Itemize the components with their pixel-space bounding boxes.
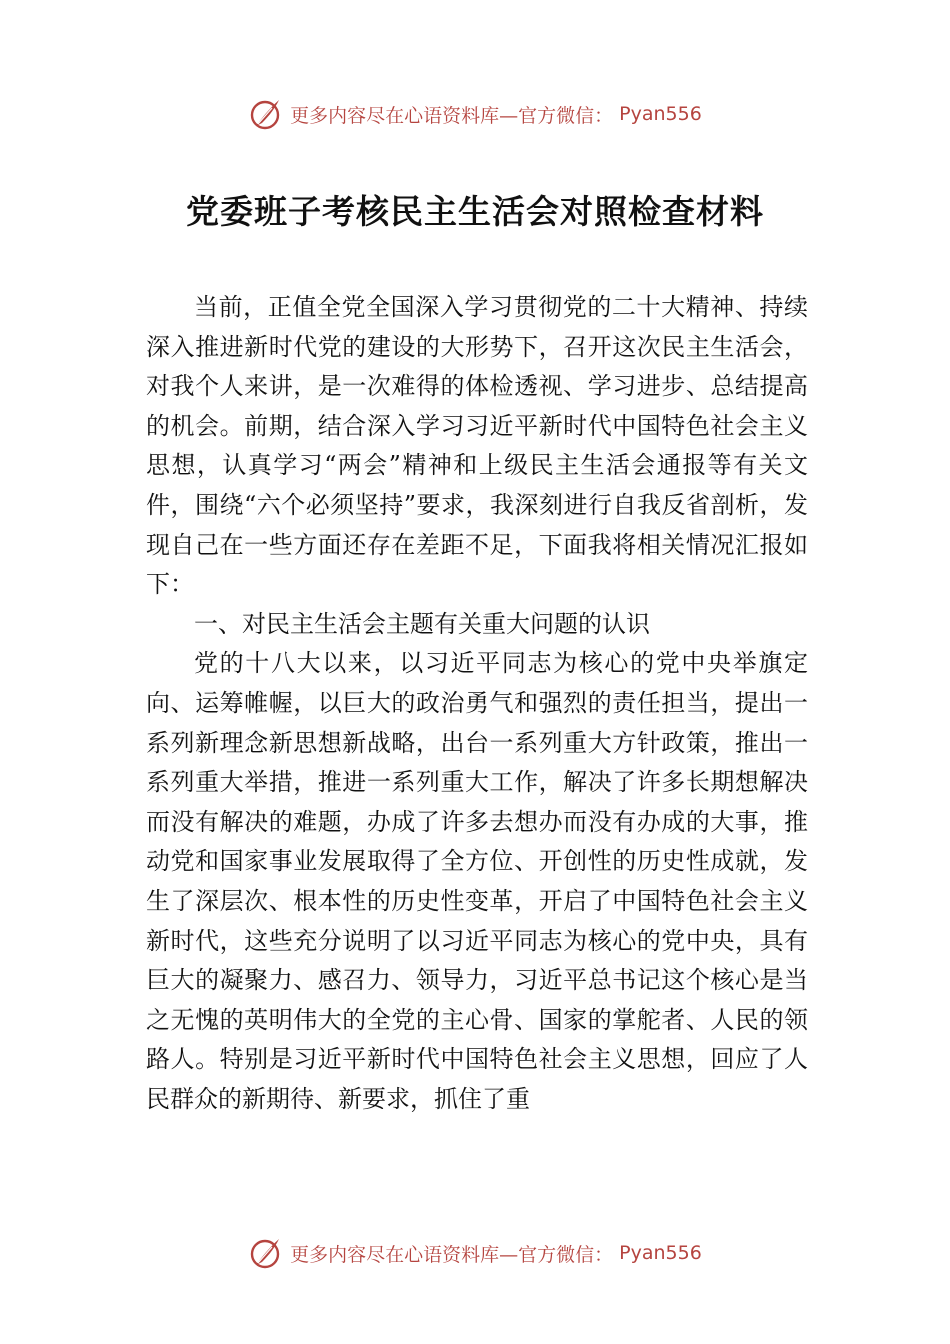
banner-wechat-id: Pyan556: [619, 103, 702, 125]
banner-wechat-id: Pyan556: [619, 1242, 702, 1264]
document-body: [146, 288, 808, 1119]
document-title: 党委班子考核民主生活会对照检查材料: [186, 192, 764, 231]
section-heading-1: 一、对民主生活会主题有关重大问题的认识: [194, 609, 650, 638]
banner-text: 更多内容尽在心语资料库—官方微信：: [290, 104, 614, 127]
quill-logo-icon: [248, 96, 284, 132]
quill-logo-icon: [248, 1235, 284, 1271]
paragraph-section-1: 党的十八大以来，以习近平同志为核心的党中央举旗定向、运筹帷幄，以巨大的政治勇气和强烈的责任担当，提出一系列新理念新思想新战略，出台一系列重大方针政策，推出一系列重大举措，推进一系列重大工作，解决了许多长期想解决而没有解决的难题，办成了许多去想办而没有办成的大事，推动党和国家事业发展取得了全方位、开创性的历史性成就，发生了深层次、根本性的历史性变革，开启了中国特色社会主义新时代，这些充分说明了以习近平同志为核心的党中央，具有巨大的凝聚力、感召力、领导力，习近平总书记这个核心是当之无愧的英明伟大的全党的主心骨、国家的掌舵者、人民的领路人。特别是习近平新时代中国特色社会主义思想，回应了人民群众的新期待、新要求，抓住了重: [146, 649, 808, 1113]
banner-text: 更多内容尽在心语资料库—官方微信：: [290, 1243, 614, 1266]
paragraph-intro: 当前，正值全党全国深入学习贯彻党的二十大精神、持续深入推进新时代党的建设的大形势下，召开这次民主生活会，对我个人来讲，是一次难得的体检透视、学习进步、总结提高的机会。前期，结合深入学习习近平新时代中国特色社会主义思想，认真学习“两会”精神和上级民主生活会通报等有关文件，围绕“六个必须坚持”要求，我深刻进行自我反省剖析，发现自己在一些方面还存在差距不足，下面我将相关情况汇报如下：: [146, 293, 808, 599]
header-watermark-banner: [0, 94, 950, 134]
footer-watermark-banner: [0, 1233, 950, 1273]
